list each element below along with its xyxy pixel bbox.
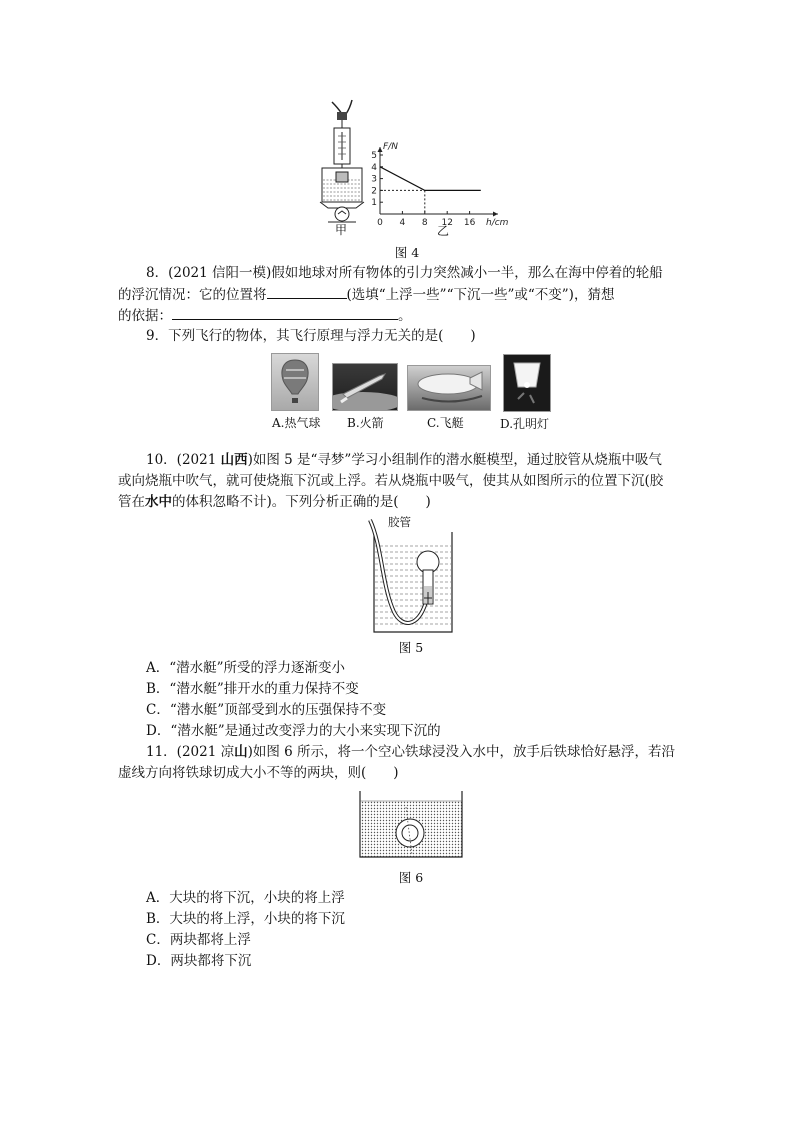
q9-option-d-label[interactable]: D.孔明灯 (500, 417, 550, 431)
figure5-caption: 图 5 (398, 640, 424, 655)
q10-line1-a: 10．(2021 (146, 452, 221, 468)
chart4-x-tick-label: 4 (399, 218, 406, 228)
q10-option-b[interactable]: B．“潜水艇”排开水的重力保持不变 (146, 681, 359, 697)
q9-option-c-image (407, 365, 491, 411)
chart4-x-tick-label: 16 (463, 218, 476, 228)
q11-line2: 虚线方向将铁球切成大小不等的两块，则( ) (118, 765, 399, 781)
q10-line1 (146, 450, 662, 470)
chart4-y-tick-label: 4 (371, 162, 377, 173)
q11-option-b[interactable]: B．大块的将上浮，小块的将下沉 (146, 911, 345, 927)
q10-line3 (118, 492, 431, 512)
chart4-y-tick-label: 1 (371, 198, 377, 209)
chart4-y-tick-label: 5 (371, 151, 377, 161)
chart4-y-tick-label: 2 (371, 186, 377, 197)
q11-line1-bold: 山 (234, 744, 248, 760)
q11-line1-b: )如图 6 所示，将一个空心铁球浸没入水中，放手后铁球恰好悬浮，若沿 (247, 744, 676, 760)
chart4-x-tick-label: 0 (377, 218, 383, 228)
figure6-iron-ball (358, 789, 464, 859)
q10-option-c[interactable]: C．“潜水艇”顶部受到水的压强保持不变 (146, 702, 387, 718)
q9-option-d-image (503, 354, 551, 412)
figure6-caption: 图 6 (398, 870, 424, 885)
q10-line2: 或向烧瓶中吹气，就可使烧瓶下沉或上浮。若从烧瓶中吸气，使其从如图所示的位置下沉(胶 (118, 473, 664, 489)
figure4-label-yi: 乙 (437, 224, 450, 238)
q8-line2-b: (选填“上浮一些”“下沉一些”或“不变”)，猜想 (346, 287, 615, 303)
chart4-series-line (380, 167, 481, 191)
q11-line1 (146, 742, 675, 762)
chart4-y-arrow (378, 147, 383, 152)
q11-line1-a: 11．(2021 凉 (146, 744, 235, 760)
figure4-caption: 图 4 (394, 245, 420, 260)
q9-option-b-label[interactable]: B.火箭 (347, 416, 384, 430)
chart4-x-arrow (493, 212, 498, 217)
q8-line1: 8．(2021 信阳一模)假如地球对所有物体的引力突然减小一半，那么在海中停着的轮船 (146, 265, 663, 281)
q11-option-c[interactable]: C．两块都将上浮 (146, 932, 251, 948)
chart4-x-tick-label: 8 (421, 218, 428, 228)
q9-option-b-image (332, 363, 398, 411)
q9-option-c-label[interactable]: C.飞艇 (427, 416, 464, 430)
q8-line3-a: 的依据： (118, 308, 172, 324)
q10-option-d[interactable]: D．“潜水艇”是通过改变浮力的大小来实现下沉的 (146, 723, 441, 739)
q10-line3-b: 的体积忽略不计)。下列分析正确的是( ) (172, 494, 431, 510)
q10-line1-b: )如图 5 是“寻梦”学习小组制作的潜水艇模型，通过胶管从烧瓶中吸气 (247, 452, 662, 468)
figure5-submarine-model (368, 516, 458, 634)
q11-option-a[interactable]: A．大块的将下沉，小块的将上浮 (146, 890, 345, 906)
chart4-y-tick-label: 3 (371, 174, 377, 185)
q10-line3-a: 管在 (118, 494, 145, 510)
chart4-x-tick-label: 12 (441, 218, 453, 228)
chart4-x-axis-label: h/cm (486, 218, 508, 228)
q8-line3 (118, 305, 412, 326)
q9-option-a-label[interactable]: A.热气球 (272, 416, 321, 430)
q8-answer-blank-1[interactable] (267, 284, 347, 299)
q10-line3-bold: 水中 (145, 494, 172, 510)
q10-line1-bold: 山西 (220, 452, 248, 468)
q9-stem: 9．下列飞行的物体，其飞行原理与浮力无关的是( ) (146, 328, 476, 344)
figure4-label-jia: 甲 (335, 223, 348, 237)
q11-option-d[interactable]: D．两块都将下沉 (146, 953, 252, 969)
chart4-y-axis-label: F/N (383, 142, 398, 152)
q8-line2-a: 的浮沉情况：它的位置将 (118, 287, 267, 303)
q10-option-a[interactable]: A．“潜水艇”所受的浮力逐渐变小 (146, 660, 346, 676)
q8-line2 (118, 284, 614, 305)
figure5-tube-label: 胶管 (388, 515, 411, 529)
q8-line3-b: 。 (398, 308, 412, 324)
q8-answer-blank-2[interactable] (172, 305, 398, 320)
q9-option-a-image (271, 353, 319, 411)
